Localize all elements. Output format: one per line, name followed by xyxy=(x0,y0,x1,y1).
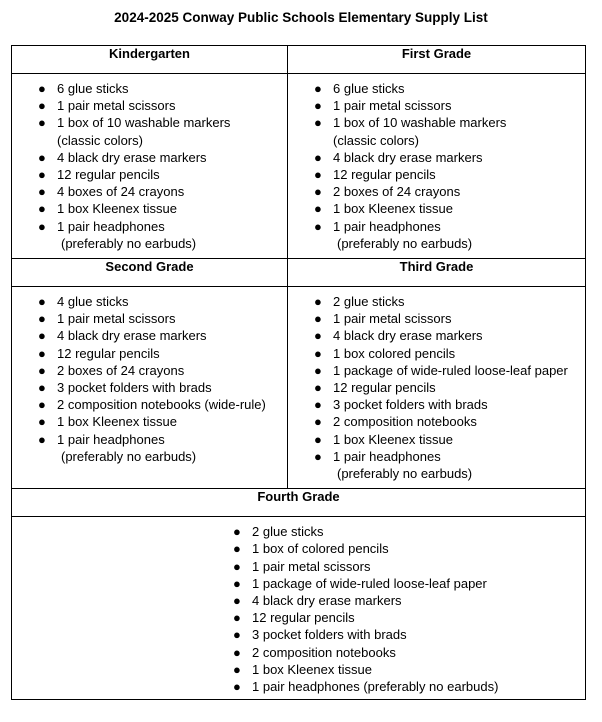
item-continuation: (preferably no earbuds) xyxy=(61,235,197,251)
list-item xyxy=(220,661,498,678)
cell-fourth-grade xyxy=(12,517,586,700)
bullet-icon: ● xyxy=(233,524,241,540)
item-continuation: (preferably no earbuds) xyxy=(337,466,473,482)
bullet-icon: ● xyxy=(38,431,46,447)
list-item xyxy=(220,540,498,557)
grade-header-kindergarten: Kindergarten xyxy=(12,46,288,74)
list-item xyxy=(288,396,585,413)
list-item xyxy=(12,379,287,396)
list-item xyxy=(288,114,585,148)
item-text: 2 composition notebooks xyxy=(333,414,477,430)
item-text: 1 pair headphones xyxy=(57,431,165,447)
list-item xyxy=(288,80,585,97)
item-text: 1 box of 10 washable markers xyxy=(333,115,507,131)
bullet-icon: ● xyxy=(314,218,322,234)
header-row-k-1 xyxy=(12,46,586,74)
page-title: 2024-2025 Conway Public Schools Elementary Supply List xyxy=(114,10,488,25)
bullet-icon: ● xyxy=(314,167,322,183)
list-item xyxy=(288,413,585,430)
item-text: 1 box Kleenex tissue xyxy=(57,201,177,217)
items-row-k-1 xyxy=(12,74,586,259)
grade-header-fourth: Fourth Grade xyxy=(12,489,586,517)
list-item xyxy=(288,200,585,217)
list-item xyxy=(12,80,287,97)
items-row-2-3 xyxy=(12,287,586,489)
item-text: 2 boxes of 24 crayons xyxy=(333,184,461,200)
item-text: 1 pair metal scissors xyxy=(333,311,452,327)
bullet-icon: ● xyxy=(38,149,46,165)
item-continuation: (classic colors) xyxy=(333,132,419,148)
bullet-icon: ● xyxy=(314,98,322,114)
bullet-icon: ● xyxy=(314,414,322,430)
bullet-icon: ● xyxy=(314,328,322,344)
list-item xyxy=(288,183,585,200)
list-item xyxy=(220,626,498,643)
list-item xyxy=(288,345,585,362)
item-text: 3 pocket folders with brads xyxy=(333,397,488,413)
item-text: 1 box Kleenex tissue xyxy=(252,661,372,677)
item-text: 4 black dry erase markers xyxy=(333,149,483,165)
list-item xyxy=(220,523,498,540)
bullet-icon: ● xyxy=(38,115,46,131)
item-text: 4 glue sticks xyxy=(57,294,129,310)
item-text: 1 box Kleenex tissue xyxy=(333,431,453,447)
item-text: 1 pair headphones xyxy=(57,218,165,234)
bullet-icon: ● xyxy=(38,328,46,344)
bullet-icon: ● xyxy=(314,362,322,378)
item-text: 6 glue sticks xyxy=(333,81,405,96)
list-item xyxy=(12,97,287,114)
list-item xyxy=(288,293,585,310)
list-item xyxy=(288,218,585,252)
bullet-icon: ● xyxy=(233,593,241,609)
bullet-icon: ● xyxy=(314,345,322,361)
bullet-icon: ● xyxy=(38,397,46,413)
bullet-icon: ● xyxy=(314,81,322,96)
list-item xyxy=(288,97,585,114)
bullet-icon: ● xyxy=(233,679,241,695)
fourth-grade-list-wrap xyxy=(12,517,585,699)
list-item xyxy=(12,327,287,344)
bullet-icon: ● xyxy=(314,201,322,217)
bullet-icon: ● xyxy=(233,627,241,643)
bullet-icon: ● xyxy=(314,431,322,447)
item-continuation: (preferably no earbuds) xyxy=(61,448,197,464)
list-item xyxy=(220,575,498,592)
bullet-icon: ● xyxy=(314,397,322,413)
list-first-grade xyxy=(288,74,585,258)
bullet-icon: ● xyxy=(314,380,322,396)
bullet-icon: ● xyxy=(38,218,46,234)
cell-kindergarten xyxy=(12,74,288,259)
bullet-icon: ● xyxy=(233,575,241,591)
item-continuation: (preferably no earbuds) xyxy=(337,235,473,251)
bullet-icon: ● xyxy=(38,98,46,114)
list-item xyxy=(288,362,585,379)
bullet-icon: ● xyxy=(314,448,322,464)
bullet-icon: ● xyxy=(38,201,46,217)
item-text: 2 boxes of 24 crayons xyxy=(57,362,185,378)
list-item xyxy=(12,345,287,362)
list-item xyxy=(12,149,287,166)
item-text: 1 pair metal scissors xyxy=(57,98,176,114)
bullet-icon: ● xyxy=(314,149,322,165)
bullet-icon: ● xyxy=(38,81,46,96)
item-text: 1 box of 10 washable markers xyxy=(57,115,231,131)
bullet-icon: ● xyxy=(38,414,46,430)
item-text: 2 composition notebooks (wide-rule) xyxy=(57,397,266,413)
list-item xyxy=(12,413,287,430)
bullet-icon: ● xyxy=(38,184,46,200)
cell-second-grade xyxy=(12,287,288,489)
list-item xyxy=(220,678,498,695)
item-text: 2 glue sticks xyxy=(333,294,405,310)
list-item xyxy=(12,431,287,465)
header-row-2-3 xyxy=(12,259,586,287)
list-item xyxy=(12,218,287,252)
bullet-icon: ● xyxy=(314,184,322,200)
item-text: 12 regular pencils xyxy=(57,167,160,183)
grade-header-first: First Grade xyxy=(288,46,586,74)
item-text: 1 package of wide-ruled loose-leaf paper xyxy=(252,575,487,591)
item-text: 2 composition notebooks xyxy=(252,644,396,660)
grade-header-third: Third Grade xyxy=(288,259,586,287)
list-kindergarten xyxy=(12,74,287,258)
bullet-icon: ● xyxy=(38,345,46,361)
item-text: 2 glue sticks xyxy=(252,524,324,540)
bullet-icon: ● xyxy=(233,644,241,660)
grade-header-second: Second Grade xyxy=(12,259,288,287)
list-item xyxy=(288,448,585,482)
item-text: 1 pair headphones (preferably no earbuds) xyxy=(252,679,499,695)
item-text: 12 regular pencils xyxy=(333,380,436,396)
list-item xyxy=(220,609,498,626)
bullet-icon: ● xyxy=(314,294,322,310)
list-item xyxy=(12,293,287,310)
cell-third-grade xyxy=(288,287,586,489)
items-row-4 xyxy=(12,517,586,700)
item-text: 6 glue sticks xyxy=(57,81,129,96)
item-text: 1 box Kleenex tissue xyxy=(333,201,453,217)
list-item xyxy=(288,310,585,327)
list-item xyxy=(288,379,585,396)
item-text: 1 pair metal scissors xyxy=(252,558,371,574)
list-item xyxy=(12,166,287,183)
item-text: 12 regular pencils xyxy=(57,345,160,361)
bullet-icon: ● xyxy=(38,362,46,378)
bullet-icon: ● xyxy=(233,558,241,574)
item-text: 3 pocket folders with brads xyxy=(252,627,407,643)
item-text: 1 package of wide-ruled loose-leaf paper xyxy=(333,362,568,378)
cell-first-grade xyxy=(288,74,586,259)
list-item xyxy=(288,327,585,344)
list-item xyxy=(220,592,498,609)
bullet-icon: ● xyxy=(38,167,46,183)
bullet-icon: ● xyxy=(233,610,241,626)
bullet-icon: ● xyxy=(233,541,241,557)
item-continuation: (classic colors) xyxy=(57,132,143,148)
list-item xyxy=(12,362,287,379)
item-text: 12 regular pencils xyxy=(333,167,436,183)
list-third-grade xyxy=(288,287,585,488)
item-text: 1 pair metal scissors xyxy=(333,98,452,114)
item-text: 4 black dry erase markers xyxy=(333,328,483,344)
list-item xyxy=(288,149,585,166)
item-text: 1 box colored pencils xyxy=(333,345,456,361)
list-fourth-grade xyxy=(220,517,498,701)
item-text: 1 pair headphones xyxy=(333,448,441,464)
item-text: 4 black dry erase markers xyxy=(252,593,402,609)
bullet-icon: ● xyxy=(314,115,322,131)
supply-list-table xyxy=(11,45,586,700)
list-second-grade xyxy=(12,287,287,471)
item-text: 4 boxes of 24 crayons xyxy=(57,184,185,200)
item-text: 1 box Kleenex tissue xyxy=(57,414,177,430)
item-text: 1 box of colored pencils xyxy=(252,541,389,557)
header-row-4 xyxy=(12,489,586,517)
list-item xyxy=(12,114,287,148)
list-item xyxy=(12,310,287,327)
list-item xyxy=(12,200,287,217)
list-item xyxy=(12,396,287,413)
list-item xyxy=(288,431,585,448)
item-text: 1 pair headphones xyxy=(333,218,441,234)
list-item xyxy=(12,183,287,200)
list-item xyxy=(220,558,498,575)
item-text: 12 regular pencils xyxy=(252,610,355,626)
bullet-icon: ● xyxy=(38,294,46,310)
bullet-icon: ● xyxy=(38,380,46,396)
list-item xyxy=(220,644,498,661)
bullet-icon: ● xyxy=(233,661,241,677)
bullet-icon: ● xyxy=(38,311,46,327)
list-item xyxy=(288,166,585,183)
bullet-icon: ● xyxy=(314,311,322,327)
item-text: 3 pocket folders with brads xyxy=(57,380,212,396)
item-text: 4 black dry erase markers xyxy=(57,149,207,165)
item-text: 1 pair metal scissors xyxy=(57,311,176,327)
item-text: 4 black dry erase markers xyxy=(57,328,207,344)
